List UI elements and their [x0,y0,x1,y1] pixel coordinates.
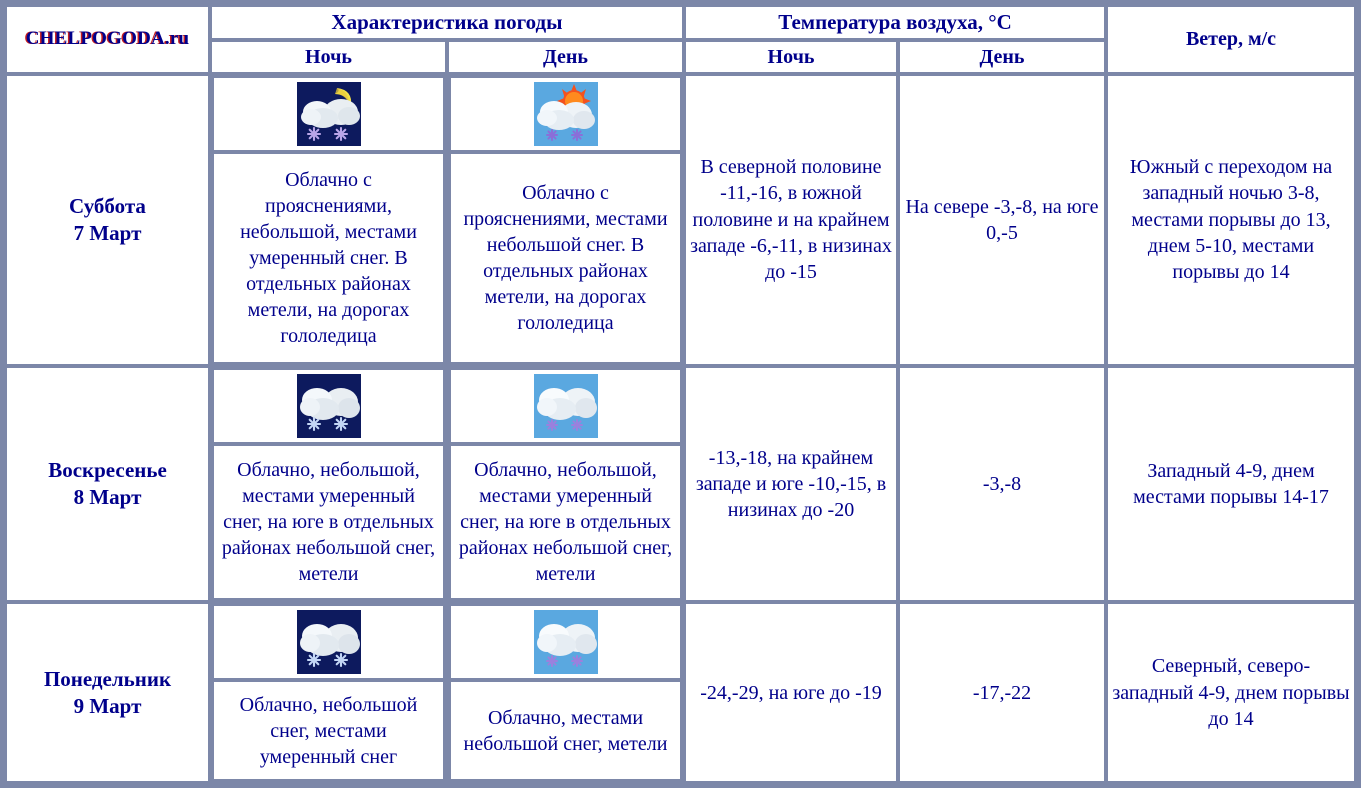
header-temp-night: Ночь [684,40,898,73]
wind-cell: Южный с переходом на западный ночью 3-8, местами порывы до 13, днем 5-10, местами порывы до 14 [1106,74,1356,366]
night-description: Облачно, небольшой, местами умеренный снег, на юге в отдельных районах небольшой снег, метели [212,444,445,600]
night-description: Облачно, небольшой снег, местами умеренный снег [212,680,445,781]
header-temp-day: День [898,40,1106,73]
day-name-cell [5,602,210,783]
day-icon-cell [449,76,682,152]
day-cloudy-snow-sun-icon [534,82,598,146]
date-label: 7 Март [73,220,142,245]
site-logo[interactable]: CHELPOGODA.ru [5,5,210,74]
day-weather-cell [447,366,684,602]
temp-day-cell: -17,-22 [898,602,1106,783]
weather-forecast-table [5,5,1356,783]
temp-day-cell: На севере -3,-8, на юге 0,-5 [898,74,1106,366]
weekday-label: Суббота [69,194,146,219]
night-description: Облачно с прояснениями, небольшой, местами умеренный снег. В отдельных районах метели, на дорогах гололедица [212,152,445,364]
weekday-label: Понедельник [43,666,172,691]
date-label: 8 Март [73,485,142,510]
night-icon-cell [212,604,445,680]
table-row [5,366,1356,602]
weekday-label: Воскресенье [48,458,167,483]
day-weather-cell [447,74,684,366]
night-icon-cell [212,76,445,152]
wind-cell: Западный 4-9, днем местами порывы 14-17 [1106,366,1356,602]
day-name-cell [5,366,210,602]
night-weather-cell [210,366,447,602]
temp-night-cell: В северной половине -11,-16, в южной половине и на крайнем западе -6,-11, в низинах до -15 [684,74,898,366]
table-header-row-1 [5,5,1356,40]
date-label: 9 Март [73,693,142,718]
night-icon-cell [212,368,445,444]
temp-night-cell: -13,-18, на крайнем западе и юге -10,-15, в низинах до -20 [684,366,898,602]
day-weather-cell [447,602,684,783]
day-description: Облачно с прояснениями, местами небольшой снег. В отдельных районах метели, на дорогах гололедица [449,152,682,364]
header-weather-day: День [447,40,684,73]
day-icon-cell [449,604,682,680]
header-weather-night: Ночь [210,40,447,73]
day-name-cell [5,74,210,366]
temp-night-cell: -24,-29, на юге до -19 [684,602,898,783]
night-weather-cell [210,602,447,783]
night-cloudy-snow-icon [297,610,361,674]
header-weather-characteristics: Характеристика погоды [210,5,684,40]
day-cloudy-snow-icon [534,610,598,674]
header-wind: Ветер, м/с [1106,5,1356,74]
day-description: Облачно, местами небольшой снег, метели [449,680,682,781]
wind-cell: Северный, северо-западный 4-9, днем порывы до 14 [1106,602,1356,783]
day-cloudy-snow-icon [534,374,598,438]
night-cloudy-snow-moon-icon [297,82,361,146]
table-row [5,602,1356,783]
table-row [5,74,1356,366]
temp-day-cell: -3,-8 [898,366,1106,602]
night-weather-cell [210,74,447,366]
day-description: Облачно, небольшой, местами умеренный снег, на юге в отдельных районах небольшой снег, метели [449,444,682,600]
header-air-temperature: Температура воздуха, °C [684,5,1106,40]
day-icon-cell [449,368,682,444]
night-cloudy-snow-icon [297,374,361,438]
